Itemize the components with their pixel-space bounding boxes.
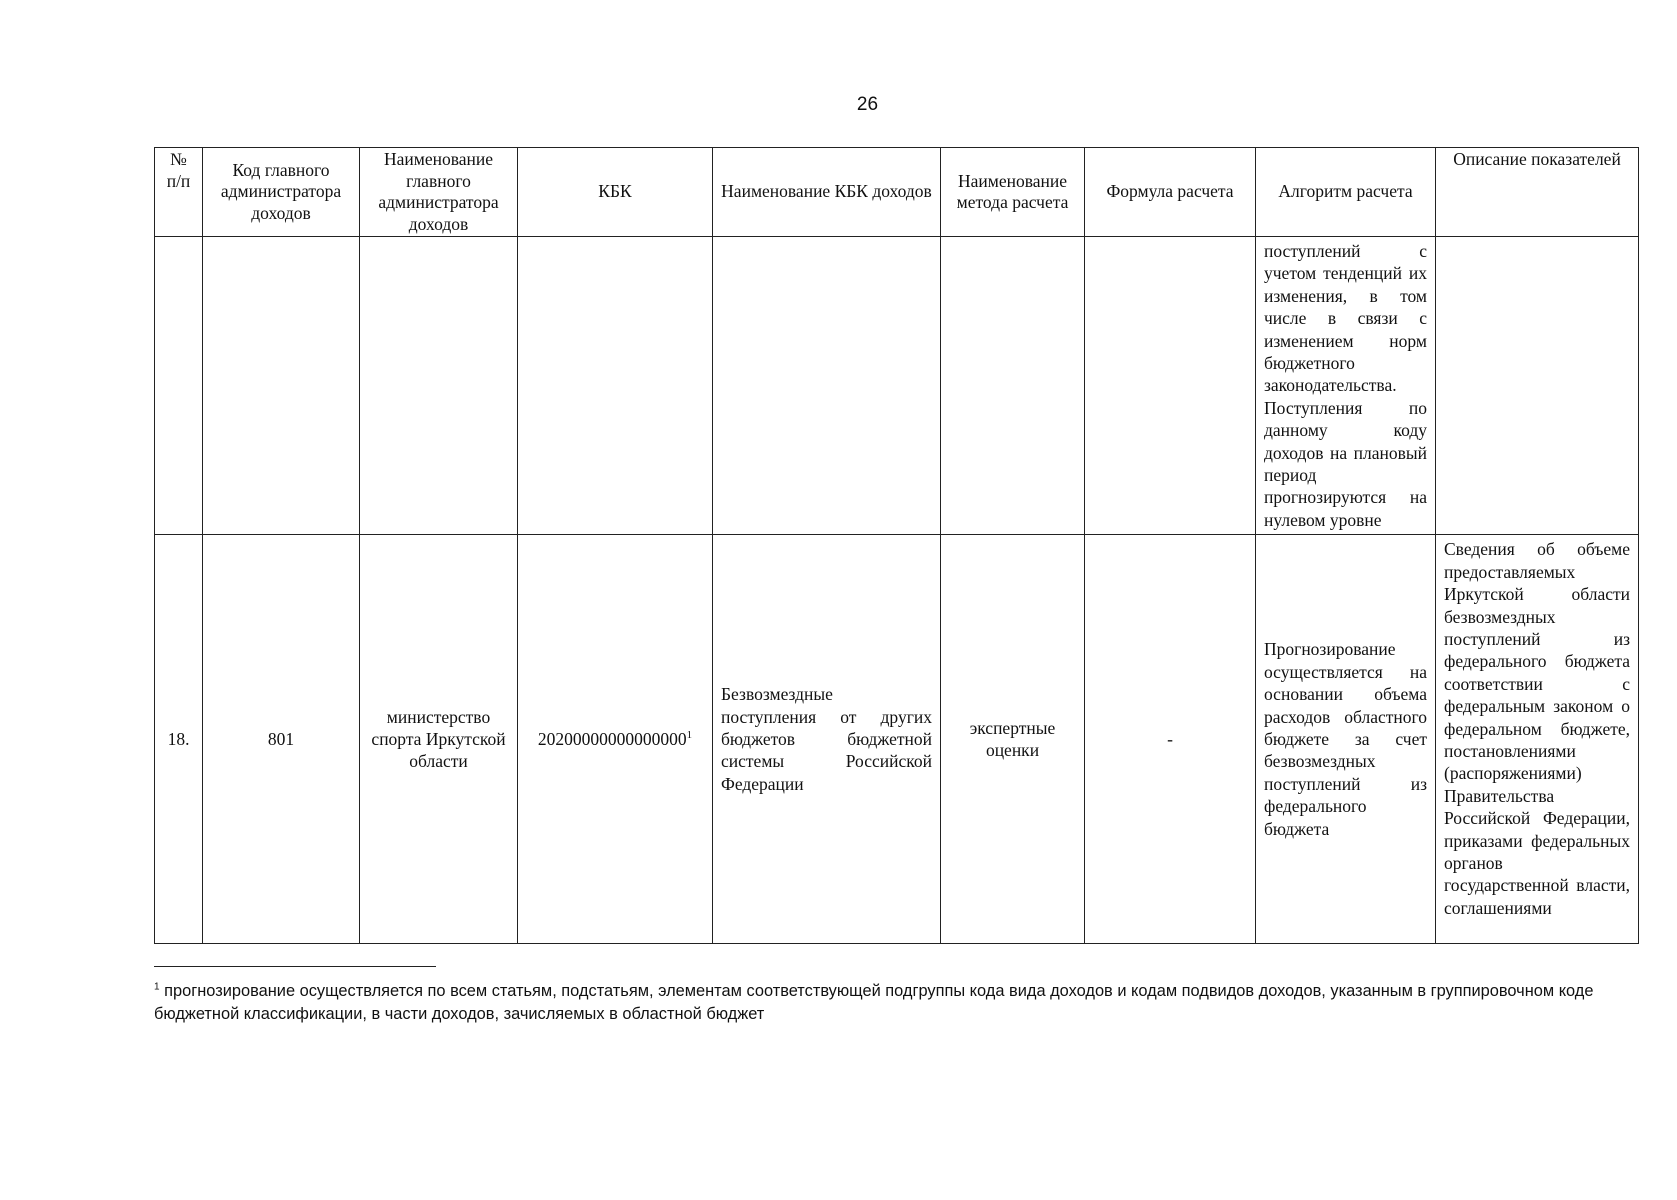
income-forecast-table: [154, 147, 1639, 944]
header-kbk-name: Наименование КБК доходов: [713, 148, 941, 237]
cell-kbk-name: [713, 535, 941, 944]
page-number: 26: [856, 94, 879, 115]
cell-formula: -: [1085, 535, 1256, 944]
description-text: Сведения об объеме предоставляемых Иркутской области безвозмездных поступлений из федерального бюджета соответствии с федеральным законом о федеральном бюджете, постановлениями (распоряжениями) Правительства Российской Федерации, приказами федеральных органов государственной власти, соглашениями: [1444, 539, 1630, 918]
algorithm-continued-text: поступлений с учетом тенденций их изменения, в том числе в связи с изменением норм бюджетного законодательства. Поступления по данному коду доходов на плановый период прогнозируются на нулевом уровне: [1264, 241, 1427, 530]
header-admin-code: Код главного администратора доходов: [203, 148, 360, 237]
header-algorithm: Алгоритм расчета: [1256, 148, 1436, 237]
cell-empty: [203, 237, 360, 535]
table-row-continuation: [155, 237, 1639, 535]
cell-kbk: [518, 535, 713, 944]
footnote-divider: [154, 966, 436, 967]
cell-empty: [941, 237, 1085, 535]
table-header-row: [155, 148, 1639, 237]
footnote-mark: 1: [154, 981, 160, 993]
cell-empty: [360, 237, 518, 535]
header-admin-name: Наименование главного администратора доходов: [360, 148, 518, 237]
cell-admin-name: министерство спорта Иркутской области: [360, 535, 518, 944]
cell-description: [1436, 535, 1639, 944]
table-row: [155, 535, 1639, 944]
header-number: № п/п: [155, 148, 203, 237]
cell-empty: [1085, 237, 1256, 535]
cell-method: экспертные оценки: [941, 535, 1085, 944]
footnote: [154, 980, 1638, 1025]
header-description: Описание показателей: [1436, 148, 1639, 237]
cell-algorithm: [1256, 535, 1436, 944]
cell-number: 18.: [155, 535, 203, 944]
cell-empty: [713, 237, 941, 535]
kbk-name-text: Безвозмездные поступления от других бюджетов бюджетной системы Российской Федерации: [721, 684, 932, 794]
cell-admin-code: 801: [203, 535, 360, 944]
cell-algorithm-continued: [1256, 237, 1436, 535]
cell-empty: [518, 237, 713, 535]
header-kbk: КБК: [518, 148, 713, 237]
algorithm-text: Прогнозирование осуществляется на основании объема расходов областного бюджете за счет безвозмездных поступлений из федерального бюджета: [1264, 639, 1427, 839]
footnote-mark: 1: [686, 729, 693, 742]
cell-empty: [1436, 237, 1639, 535]
footnote-text: прогнозирование осуществляется по всем статьям, подстатьям, элементам соответствующей подгруппы кода вида доходов и кодам подвидов доходов, указанным в группировочном коде бюджетной классификации, в части доходов, зачисляемых в областной бюджет: [154, 982, 1594, 1023]
header-formula: Формула расчета: [1085, 148, 1256, 237]
header-method: Наименование метода расчета: [941, 148, 1085, 237]
cell-empty: [155, 237, 203, 535]
kbk-code: 20200000000000000: [537, 729, 687, 750]
